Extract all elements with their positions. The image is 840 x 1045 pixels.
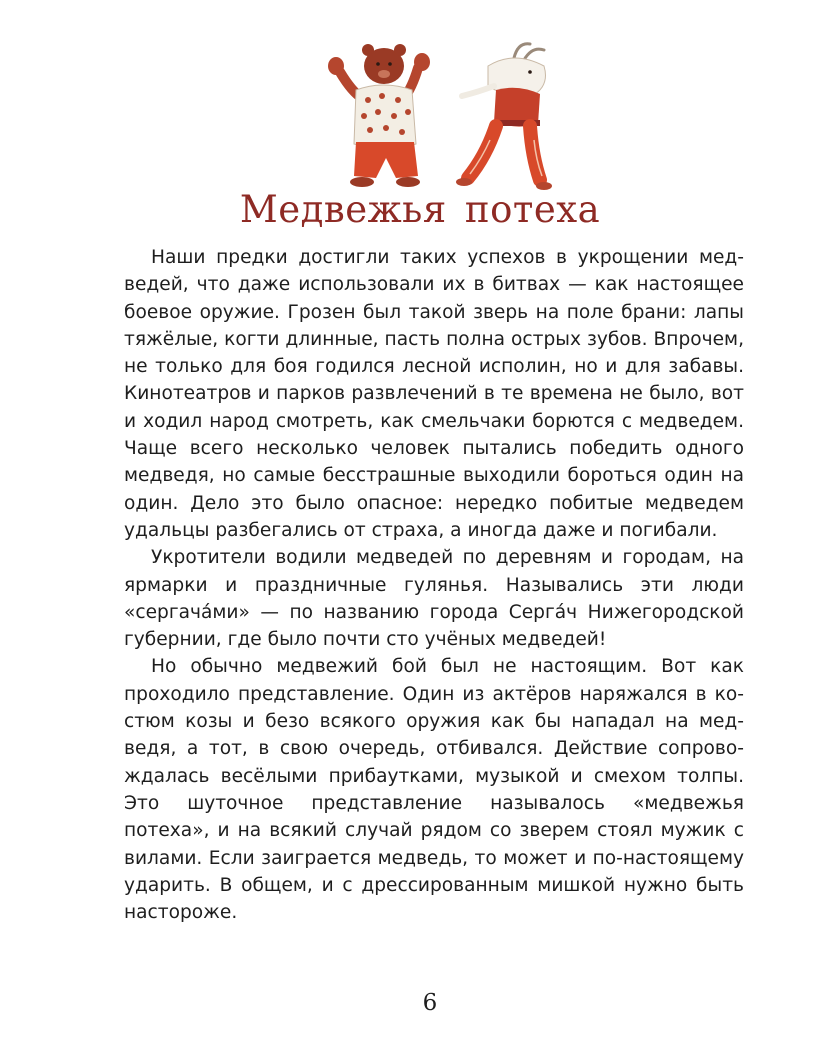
goat-figure [456,44,552,190]
article-body [124,244,744,926]
bear-figure [328,44,430,187]
bear-and-goat-illustration [318,36,558,196]
paragraph: Наши предки достигли таких успехов в укрощении медведей, что даже использовали их в битвах — как настоящее боевое оружие. Грозен был такой зверь на поле брани: лапы тяжёлые, когти длинные, пасть полна острых зубов. Впрочем, не только для боя годился лесной исполин, но и для забавы. Кинотеатров и парков развлечений в те времена не было, вот и ходил народ смотреть, как смельчаки борются с медведем. Чаще всего несколько человек пытались победить одного медведя, но самые бесстрашные выходили бороться один на один. Дело это было опасное: нередко побитые медведем удальцы разбегались от страха, а иногда даже и погибали. [124,247,744,541]
page-title: Медвежья потеха [239,188,601,231]
page-number: 6 [422,990,438,1016]
paragraph: Но обычно медвежий бой был не настоящим. Вот как проходило представление. Один из актёров наряжался в костюм козы и безо всякого оружия как бы нападал на медведя, а тот, в свою очередь, отбивался. Действие сопровождалась весёлыми прибаутками, музыкой и смехом толпы. Это шуточное представление называлось «медвежья потеха», и на всякий случай рядом со зверем стоял мужик с вилами. Если заиграется медведь, то может и по-настоящему ударить. В общем, и с дрессированным мишкой нужно быть настороже. [124,656,744,924]
paragraph: Укротители водили медведей по деревням и городам, на ярмарки и праздничные гулянья. Назывались эти люди «сергача́ми» — по названию города Серга́ч Нижегородской губернии, где было почти сто учёных медведей! [124,547,744,651]
